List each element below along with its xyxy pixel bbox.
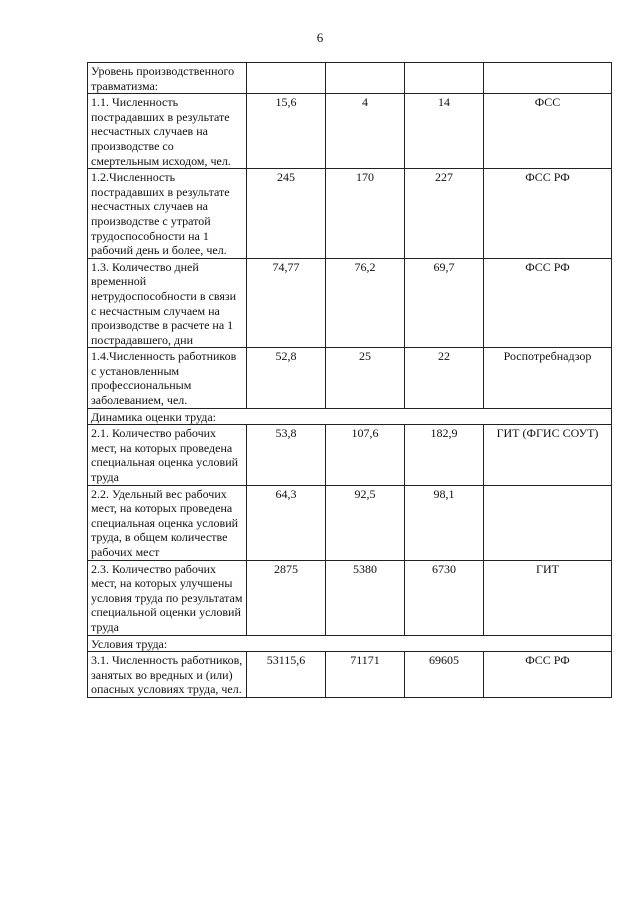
page-number: 6 — [316, 30, 324, 45]
indicator-value-3: 6730 — [405, 560, 484, 635]
section-row — [88, 408, 612, 425]
data-source — [484, 63, 612, 94]
indicator-value-3: 22 — [405, 348, 484, 408]
indicator-value-2: 107,6 — [326, 425, 405, 485]
indicator-value-1: 53,8 — [247, 425, 326, 485]
indicators-table-body — [88, 63, 612, 698]
indicator-value-2: 4 — [326, 94, 405, 169]
indicator-label: 2.1. Количество рабочих мест, на которых проведена специальная оценка условий труда — [88, 425, 247, 485]
table-row — [88, 348, 612, 408]
indicator-value-1: 52,8 — [247, 348, 326, 408]
indicator-value-3: 227 — [405, 169, 484, 259]
indicator-value-2: 76,2 — [326, 258, 405, 348]
indicator-value-2: 170 — [326, 169, 405, 259]
table-row — [88, 425, 612, 485]
table-row — [88, 169, 612, 259]
table-row — [88, 652, 612, 698]
indicator-value-1: 2875 — [247, 560, 326, 635]
indicator-value-1: 74,77 — [247, 258, 326, 348]
indicator-value-1: 53115,6 — [247, 652, 326, 698]
indicator-label: 1.1. Численность пострадавших в результате несчастных случаев на производстве со смертельным исходом, чел. — [88, 94, 247, 169]
indicator-value-3: 69605 — [405, 652, 484, 698]
section-heading: Динамика оценки труда: — [88, 408, 612, 425]
indicator-value-2: 25 — [326, 348, 405, 408]
indicator-value-2: 71171 — [326, 652, 405, 698]
indicator-label: 2.2. Удельный вес рабочих мест, на которых проведена специальная оценка условий труда, в общем количестве рабочих мест — [88, 485, 247, 560]
data-source: ФСС РФ — [484, 652, 612, 698]
indicator-label: 2.3. Количество рабочих мест, на которых улучшены условия труда по результатам специальной оценки условий труда — [88, 560, 247, 635]
indicator-value-1: 64,3 — [247, 485, 326, 560]
indicator-value-1: 245 — [247, 169, 326, 259]
indicator-label: 1.2.Численность пострадавших в результате несчастных случаев на производстве с утратой трудоспособности на 1 рабочий день и более, чел. — [88, 169, 247, 259]
indicator-value-1: 15,6 — [247, 94, 326, 169]
data-source: Роспотребнадзор — [484, 348, 612, 408]
data-source: ФСС РФ — [484, 258, 612, 348]
indicator-label: Уровень производственного травматизма: — [88, 63, 247, 94]
indicator-value-3: 14 — [405, 94, 484, 169]
data-source — [484, 485, 612, 560]
indicator-value-3: 69,7 — [405, 258, 484, 348]
data-source: ГИТ (ФГИС СОУТ) — [484, 425, 612, 485]
indicator-value-2 — [326, 63, 405, 94]
indicator-label: 1.3. Количество дней временной нетрудоспособности в связи с несчастным случаем на производстве в расчете на 1 пострадавшего, дни — [88, 258, 247, 348]
section-row — [88, 635, 612, 652]
indicator-label: 1.4.Численность работников с установленным профессиональным заболеванием, чел. — [88, 348, 247, 408]
section-heading: Условия труда: — [88, 635, 612, 652]
data-source: ФСС — [484, 94, 612, 169]
indicator-value-3: 98,1 — [405, 485, 484, 560]
indicator-value-3 — [405, 63, 484, 94]
data-source: ФСС РФ — [484, 169, 612, 259]
table-row — [88, 63, 612, 94]
indicator-value-2: 92,5 — [326, 485, 405, 560]
data-source: ГИТ — [484, 560, 612, 635]
table-row — [88, 485, 612, 560]
indicator-value-1 — [247, 63, 326, 94]
table-row — [88, 560, 612, 635]
indicators-table — [87, 62, 612, 698]
indicator-value-2: 5380 — [326, 560, 405, 635]
table-row — [88, 94, 612, 169]
table-row — [88, 258, 612, 348]
indicator-value-3: 182,9 — [405, 425, 484, 485]
indicator-label: 3.1. Численность работников, занятых во вредных и (или) опасных условиях труда, чел. — [88, 652, 247, 698]
